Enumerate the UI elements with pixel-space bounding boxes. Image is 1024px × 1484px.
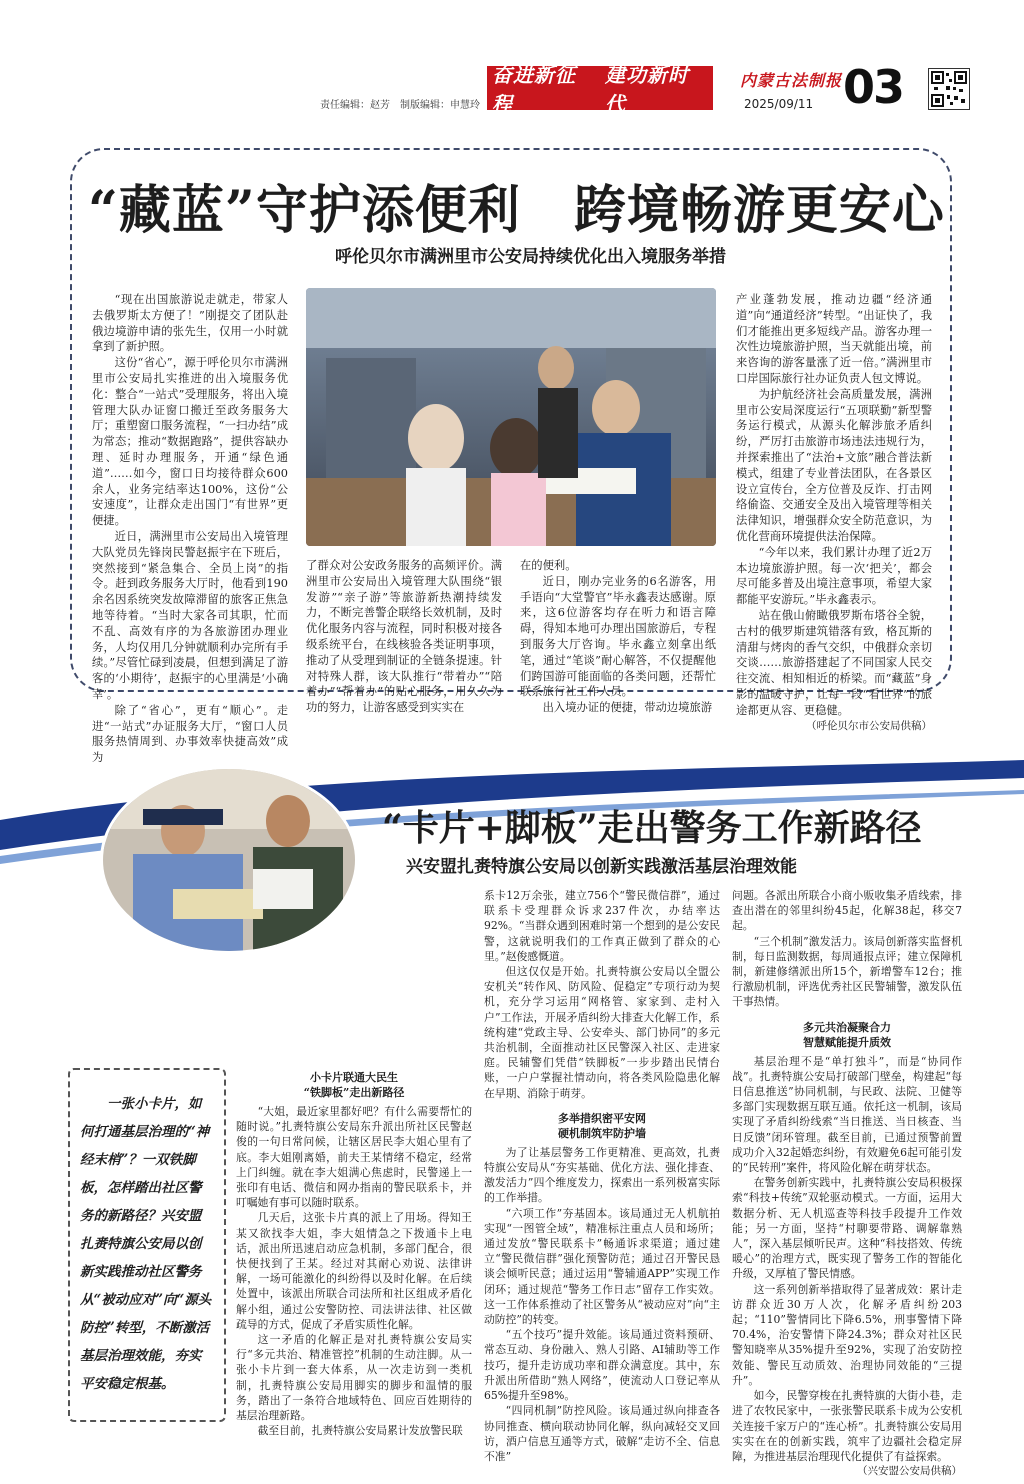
paragraph: 在的便利。 [520,559,577,572]
paragraph: 这一矛盾的化解正是对扎赉特旗公安局实行“多元共治、精准管控”机制的生动注脚。从一张小卡片到一套大体系，从一次走访到一类机制，扎赉特旗公安局用脚实的脚步和温情的服务，踏出了一条符合地域特色、回应百姓期待的基层治理新路。 [236,1333,472,1423]
issue-date: 2025/09/11 [744,97,814,111]
paragraph: 系卡12万余张，建立756个“警民微信群”，通过联系卡受理群众诉求237件次，办结率达92%。“当群众遇到困难时第一个想到的是公安民警，这就说明我们的工作真正做到了群众的心里。”赵俊感慨道。 [484,889,720,963]
article2-column-1 [236,1066,472,1438]
paragraph: “六项工作”夯基固本。该局通过无人机航拍实现“一图管全域”，精准标注重点人员和场所；通过发放“警民联系卡”畅通诉求渠道；通过建立“警民微信群”强化预警防范；通过召开警民恳谈会倾听民意；通过运用“警辅通APP”实现工作闭环；通过规范“警务工作日志”留存工作实效。这一工作体系推动了社区警务从“被动应对”向“主动防控”的转变。 [484,1206,720,1327]
editors-line: 责任编辑：赵芳 制版编辑：申慧玲 [320,100,480,111]
masthead: 内蒙古法制报 [740,71,843,90]
paragraph: 除了“省心”，更有“顺心”。走进“一站式”办证服务大厅，“窗口人员服务热情周到、办事效率快捷高效”成为 [92,703,288,765]
article2-column-3 [732,888,962,1479]
paragraph: 但这仅仅是开始。扎赉特旗公安局以全盟公安机关“转作风、防风险、促稳定”专项行动为契机，充分学习运用“网格管、家家到、走村入户”工作法，开展矛盾纠纷大排查大化解工作，系统构建“党政主导、公安牵头、部门协同”的多元共治机制，全面推动社区民警深入社区、走进家庭。民辅警们凭借“铁脚板”一步步踏出民情台账，一户户掌握社情动向，将各类风险隐患化解在早期、消除于萌芽。 [484,965,720,1100]
paragraph: 在警务创新实践中，扎赉特旗公安局积极探索“科技+传统”双轮驱动模式。一方面，运用大数据分析、无人机巡查等科技手段提升工作效能；另一方面，坚持“村聊要带路、调解靠熟人”，深入基层倾听民声。这种“科技搭效、传统暖心”的治理方式，既实现了警务工作的智能化升级，又厚植了警民情感。 [732,1176,962,1281]
paragraph: 站在俄山俯瞰俄罗斯布塔谷全貌，古村的俄罗斯建筑错落有致，格瓦斯的清甜与烤肉的香气交织，中俄群众亲切交谈……旅游搭建起了不同国家人民交往交流、相知相近的桥梁。而“藏蓝”身影的温暖守护，让每一段“看世界”的旅途都更从容、更稳健。 [736,608,932,717]
paragraph: 近日，满洲里市公安局出入境管理大队党员先锋岗民警赵振宇在下班后，突然接到“紧急集合、全员上岗”的指令。赶到政务服务大厅时，他看到190余名因系统突发故障滞留的旅客正焦急地等待着。“当时大家各司其职，忙而不乱、高效有序的为各旅游团办理业务，人均仅用几分钟就顺利办完所有手续。”尽管忙碌到凌晨，但想到满足了游客的‘小期待’，赵振宇的心里满是‘小确幸’。 [92,529,288,701]
article2-credit: （兴安盟公安局供稿） [857,1465,962,1478]
article1-column-1 [92,292,288,766]
article1-column-3 [520,558,716,716]
article1-title: “藏蓝”守护添便利 跨境畅游更安心 [88,180,945,241]
paragraph: 为护航经济社会高质量发展，满洲里市公安局深度运行“五项联勤”新型警务运行模式，从源头化解涉旅矛盾纠纷，严厉打击旅游市场违法违规行为，并探索推出了“法治+文旅”融合普法新模式，组建了专业普法团队，在各景区设立宣传台，全方位普及反诈、打击网络偷盗、交通安全及出入境管理等相关法律知识，增强群众安全防范意识，为优化营商环境提供法治保障。 [736,387,932,543]
paragraph: 基层治理不是“单打独斗”，而是“协同作战”。扎赉特旗公安局打破部门壁垒，构建起“每日信息推送”协同机制，与民政、法院、卫健等多部门实现数据互联互通。依托这一机制，该局实现了矛盾纠纷线索“当日推送、当日核查、当日反馈”闭环管理。截至目前，已通过预警前置成功介入32起婚恋纠纷，有效避免6起可能引发的“民转刑”案件，将风险化解在萌芽状态。 [732,1054,962,1175]
paragraph: 截至目前，扎赉特旗公安局累计发放警民联 [257,1424,463,1438]
article2-photo [100,766,358,954]
article2-title: “卡片+脚板”走出警务工作新路径 [382,807,922,849]
paragraph: 近日，刚办完业务的6名游客，用手语向“大堂警官”毕永鑫表达感谢。原来，这6位游客均存在听力和语言障碍，得知本地可办理出国旅游后，专程到服务大厅咨询。毕永鑫立刻拿出纸笔，通过“笔谈”耐心解答，不仅提醒他们跨国游可能面临的各类问题，还帮忙联系旅行社工作人员。 [520,574,716,699]
paragraph: “四同机制”防控风险。该局通过纵向排查各协同推查、横向联动协同化解，纵向减轻交叉回访，酒户信息互通等方式，破解“走访不全、信息不准” [484,1404,720,1463]
paragraph: “五个技巧”提升效能。该局通过资料预研、常态互动、身份融入、熟人引路、AI辅助等工作技巧，提升走访成功率和群众满意度。其中，东升派出所借助“熟人网络”，使流动人口登记率从65%提升至98%。 [484,1328,720,1403]
paragraph: 产业蓬勃发展，推动边疆“经济通道”向“通道经济”转型。“出证快了，我们才能推出更多短线产品。游客办理一次性边境旅游护照，当天就能出境，前来咨询的游客量涨了近一倍。”满洲里市口岸国际旅行社办证负责人包文博说。 [736,293,932,385]
article2-column-2 [484,888,720,1464]
page-number: 03 [843,60,904,114]
section-heading-2: 多举措织密平安网 硬机制筑牢防护墙 [558,1111,646,1140]
paragraph: 这份“省心”，源于呼伦贝尔市满洲里市公安局扎实推进的出入境服务优化：整合“一站式”受理服务，将出入境管理大队办证窗口搬迁至政务服务大厅；重塑窗口服务流程，“一扫办结”成为常态；推动“数据跑路”，提供容缺办理、延时办理服务，开通“绿色通道”……如今，窗口日均接待群众600余人，业务完结率达100%，这份“公安速度”，让群众走出国门“有世界”更便捷。 [92,356,288,528]
paragraph: 了群众对公安政务服务的高频评价。满洲里市公安局出入境管理大队围绕“银发游”“亲子游”等旅游新热潮持续发力，不断完善警企联络长效机制，及时优化服务内容与流程，同时积极对接各级系统平台，在线核验各类证明事项，推动了从受理到制证的全链条提速。针对特殊人群，该大队推行“带着办”“陪着办”“帮着办”的贴心服务，用久久为功的努力，让游客感受到实实在 [306,559,502,715]
paragraph: “现在出国旅游说走就走，带家人去俄罗斯太方便了！”刚提交了团队赴俄边境游申请的张先生，仅用一小时就拿到了新护照。 [92,293,288,354]
article2-lead-text: 一张小卡片，如何打通基层治理的“神经末梢”？一双铁脚板，怎样踏出社区警务的新路径？兴安盟扎赉特旗公安局以创新实践推动社区警务从“被动应对”向“源头防控”转型，不断激活基层治理效能，夯实平安稳定根基。 [80,1096,212,1392]
paragraph: “大姐，最近家里都好吧？有什么需要帮忙的随时说。”扎赉特旗公安局东升派出所社区民警赵俊的一句日常问候，让辖区居民李大姐心里有了底。李大姐刚离婚，前夫王某情绪不稳定，经常上门纠缠。就在李大姐满心焦虑时，民警递上一张印有电话、微信和网办指南的警民联系卡，并叮嘱她有事可以随时联系。 [236,1105,472,1210]
paragraph: 几天后，这张卡片真的派上了用场。得知王某又欲找李大姐，李大姐情急之下拨通卡上电话，派出所迅速启动应急机制，多部门配合，很快便找到了王某。经过对其耐心劝说、法律讲解，一场可能激化的纠纷得以及时化解。在后续处置中，该派出所联合司法所和社区组成矛盾化解小组，通过公安警防控、司法讲法律、社区做疏导的方式，促成了矛盾实质性化解。 [236,1211,472,1331]
paragraph: 为了让基层警务工作更精准、更高效，扎赉特旗公安局从“夯实基础、优化方法、强化排查、激发活力”四个维度发力，探索出一系列极富实际的工作举措。 [484,1145,720,1205]
article1-column-2 [306,558,502,716]
paragraph: 这一系列创新举措取得了显著成效：累计走访群众近30万人次，化解矛盾纠纷203起；“110”警情同比下降6.5%，刑事警情下降70.4%，治安警情下降24.3%；群众对社区民警知晓率从35%提升至92%，实现了治安防控效能、警民互动质效、治理协同效能的“三提升”。 [732,1282,962,1387]
slogan-part-a: 奋进新征程 [492,63,576,116]
slogan-part-b: 建功新时代 [605,63,689,116]
paragraph: 问题。各派出所联合小商小贩收集矛盾线索，排查出潜在的邻里纠纷45起，化解38起，移交7起。 [732,889,962,933]
paragraph: “三个机制”激发活力。该局创新落实监督机制，每日监测数据，每周通报点评；建立保障机制，新建修缮派出所15个，新增警车12台；推行激励机制，评选优秀社区民警辅警，激发队伍干事热情。 [732,934,962,1009]
article1-subtitle: 呼伦贝尔市满洲里市公安局持续优化出入境服务举措 [335,247,726,267]
article1-column-4 [736,292,932,734]
section-heading-3: 多元共治凝聚合力 智慧赋能提升质效 [803,1020,891,1049]
paragraph: 如今，民警穿梭在扎赉特旗的大街小巷，走进了农牧民家中，一张张警民联系卡成为公安机关连接千家万户的“连心桥”。扎赉特旗公安局用实实在在的创新实践，筑牢了边疆社会稳定屏障，为推进基层治理现代化提供了有益探索。 [732,1389,962,1463]
section-heading-1: 小卡片联通大民生 “铁脚板”走出新路径 [303,1071,405,1099]
article1-photo [306,288,716,546]
slogan-banner [487,63,713,116]
qr-code-icon [928,68,970,110]
paragraph: 出入境办证的便捷，带动边境旅游 [542,701,713,715]
paragraph: “今年以来，我们累计办理了近2万本边境旅游护照。每一次‘把关’，都会尽可能多普及出境注意事项，希望大家都能平安游玩。”毕永鑫表示。 [736,545,932,607]
article1-credit: （呼伦贝尔市公安局供稿） [806,719,932,732]
article2-subtitle: 兴安盟扎赉特旗公安局以创新实践激活基层治理效能 [406,857,797,877]
